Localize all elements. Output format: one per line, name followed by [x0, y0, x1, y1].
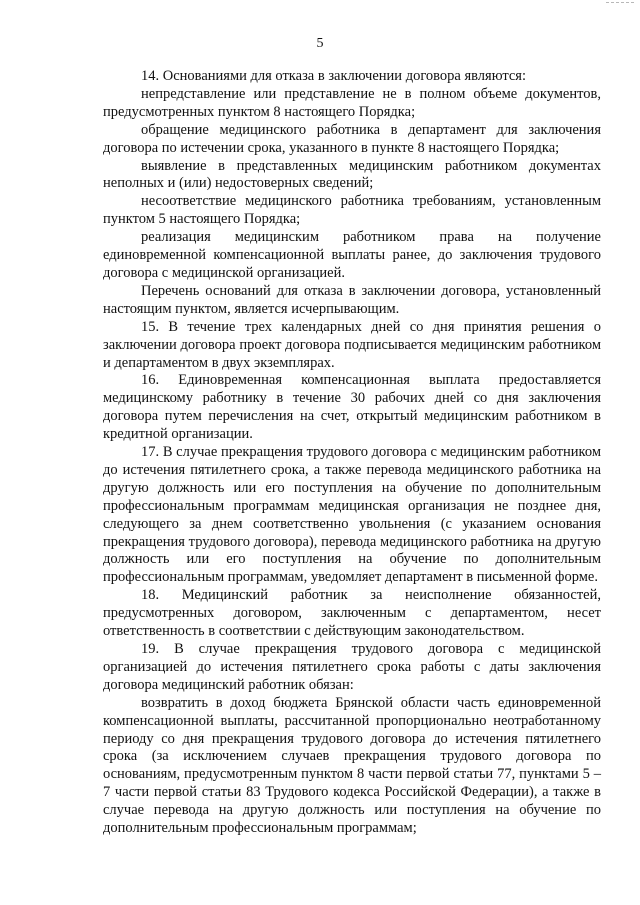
document-body — [103, 68, 601, 838]
paragraph-19: 19. В случае прекращения трудового договора с медицинской организацией до истечения пятилетнего срока работы с даты заключения договора медицинский работник обязан: — [103, 641, 601, 693]
paragraph-14-item-3: выявление в представленных медицинским работником документах неполных и (или) недостоверных сведений; — [103, 157, 601, 192]
paragraph-14-heading: 14. Основаниями для отказа в заключении договора являются: — [141, 68, 526, 84]
paragraph-17: 17. В случае прекращения трудового договора с медицинским работником до истечения пятилетнего срока, а также перевода медицинского работника на другую должность или его поступления на обучение по дополнительным профессиональным программам медицинская организация не позднее дня, следующего за днем соответственно увольнения (с указанием основания прекращения трудового договора), перевода медицинского работника на другую должность или его поступления на обучение по дополнительным профессиональным программам, уведомляет департамент в письменной форме. — [103, 444, 601, 586]
paragraph-16: 16. Единовременная компенсационная выплата предоставляется медицинскому работнику в течение 30 рабочих дней со дня заключения договора путем перечисления на счет, открытый медицинским работником в кредитной организации. — [103, 372, 601, 443]
paragraph-14-item-4: несоответствие медицинского работника требованиям, установленным пунктом 5 настоящего Порядка; — [103, 193, 601, 228]
paragraph-14-closing: Перечень оснований для отказа в заключении договора, установленный настоящим пунктом, является исчерпывающим. — [103, 282, 601, 317]
paragraph-15: 15. В течение трех календарных дней со дня принятия решения о заключении договора проект договора подписывается медицинским работником и департаментом в двух экземплярах. — [103, 318, 601, 371]
scan-corner-mark — [606, 2, 634, 3]
paragraph-19-item-1: возвратить в доход бюджета Брянской области часть единовременной компенсационной выплаты, рассчитанной пропорционально неотработанному периоду со дня прекращения трудового договора до истечения пятилетнего срока (за исключением случаев прекращения трудового договора по основаниям, предусмотренным пунктом 8 части первой статьи 77, пунктами 5 – 7 части первой статьи 83 Трудового кодекса Российской Федерации), а также в случае перевода на другую должность или поступления на обучение по дополнительным профессиональным программам; — [103, 694, 601, 837]
paragraph-14-item-1: непредставление или представление не в полном объеме документов, предусмотренных пунктом 8 настоящего Порядка; — [103, 85, 601, 120]
page-number: 5 — [316, 36, 324, 51]
paragraph-18: 18. Медицинский работник за неисполнение обязанностей, предусмотренных договором, заключенным с департаментом, несет ответственность в соответствии с действующим законодательством. — [103, 587, 601, 640]
paragraph-14-item-2: обращение медицинского работника в департамент для заключения договора по истечении срока, указанного в пункте 8 настоящего Порядка; — [103, 121, 601, 156]
paragraph-14-item-5: реализация медицинским работником права на получение единовременной компенсационной выплаты ранее, до заключения трудового договора с медицинской организацией. — [103, 229, 601, 281]
